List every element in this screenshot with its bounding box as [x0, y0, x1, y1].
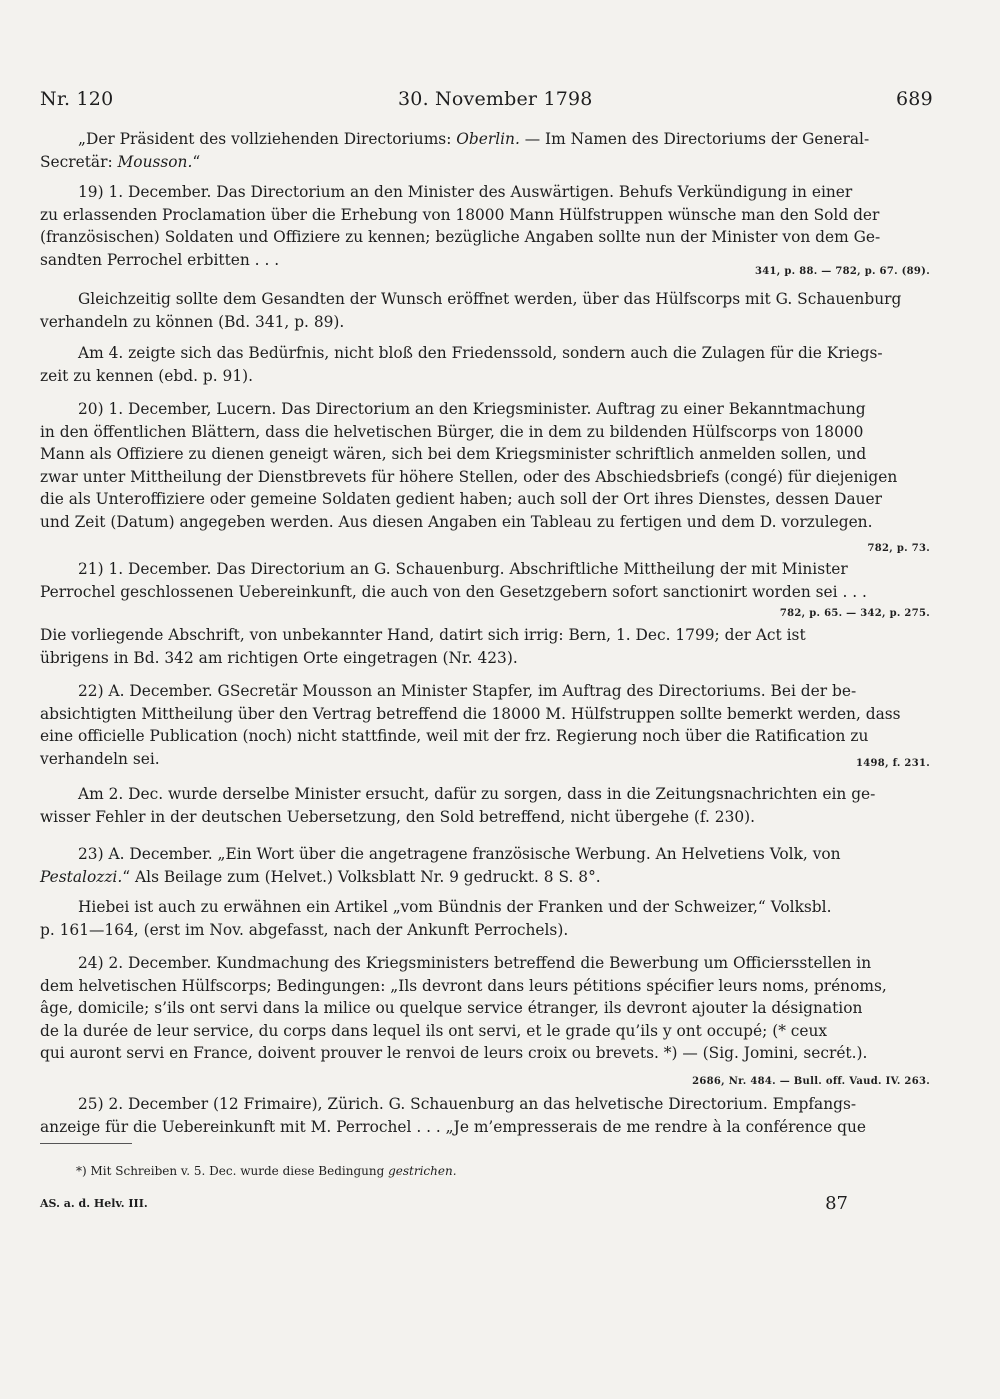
paragraph-19-note-1: Gleichzeitig sollte dem Gesandten der Wunsch eröffnet werden, über das Hülfscorps mit G. Schauenburg verhandeln zu können (Bd. 341, p. 89). [40, 290, 902, 331]
paragraph-23: 23) A. December. „Ein Wort über die angetragene französische Werbung. An Helvetiens Volk, von Pestalozzi.“ Als Beilage zum (Helvet.) Volksblatt Nr. 9 gedruckt. 8 S. 8°. [40, 845, 841, 886]
sheet-number: 87 [825, 1193, 848, 1214]
paragraph-19-note-2: Am 4. zeigte sich das Bedürfnis, nicht bloß den Friedenssold, sondern auch die Zulagen für die Kriegs- zeit zu kennen (ebd. p. 91). [40, 344, 883, 385]
header-center: 30. November 1798 [398, 88, 593, 110]
paragraph-23-note: Hiebei ist auch zu erwähnen ein Artikel „vom Bündnis der Franken und der Schweizer,“ Volksbl. p. 161—164, (erst im Nov. abgefasst, nach der Ankunft Perrochels). [40, 898, 832, 939]
paragraph-21-note: Die vorliegende Abschrift, von unbekannter Hand, datirt sich irrig: Bern, 1. Dec. 1799; der Act ist übrigens in Bd. 342 am richtigen Orte eingetragen (Nr. 423). [40, 626, 806, 667]
paragraph-24: 24) 2. December. Kundmachung des Kriegsministers betreffend die Bewerbung um Officiersstellen in dem helvetischen Hülfscorps; Bedingungen: „Ils devront dans leurs pétitions spécifier leurs noms, prénoms, âge, domicile; s’ils ont servi dans la milice ou quelque service étranger, ils devront ajouter la désignation de la durée de leur service, du corps dans lequel ils ont servi, et le grade qu’ils y ont occupé; (* ceux qui auront servi en France, doivent prouver le renvoi de leurs croix ou brevets. *) — (Sig. Jomini, secrét.). [40, 954, 887, 1062]
paragraph-22: 22) A. December. GSecretär Mousson an Minister Stapfer, im Auftrag des Directoriums. Bei der be- absichtigten Mittheilung über den Vertrag betreffend die 18000 M. Hülfstruppen sollte bemerkt werden, dass eine officielle Publication (noch) nicht stattfinde, weil mit der frz. Regierung noch über die Ratification zu verhandeln sei. [40, 682, 901, 768]
signature-mark: AS. a. d. Helv. III. [40, 1197, 148, 1210]
paragraph-19: 19) 1. December. Das Directorium an den Minister des Auswärtigen. Behufs Verkündigung in einer zu erlassenden Proclamation über die Erhebung von 18000 Mann Hülfstruppen wünsche man den Sold der (französischen) Soldaten und Offiziere zu kennen; bezügliche Angaben sollte nun der Minister von dem Ge- sandten Perrochel erbitten . . . [40, 183, 881, 269]
footnote: *) Mit Schreiben v. 5. Dec. wurde diese Bedingung gestrichen. [76, 1164, 457, 1178]
paragraph-1: „Der Präsident des vollziehenden Directoriums: Oberlin. — Im Namen des Directoriums der General- Secretär: Mousson.“ [40, 130, 870, 171]
header-left: Nr. 120 [40, 88, 114, 110]
header-page-number: 689 [896, 88, 933, 110]
footnote-divider [40, 1143, 132, 1144]
reference-24: 2686, Nr. 484. — Bull. off. Vaud. IV. 263. [692, 1076, 930, 1087]
paragraph-25: 25) 2. December (12 Frimaire), Zürich. G. Schauenburg an das helvetische Directorium. Empfangs- anzeige für die Uebereinkunft mit M. Perrochel . . . „Je m’empresserais de me rendre à la conférence que [40, 1095, 867, 1136]
reference-19: 341, p. 88. — 782, p. 67. (89). [755, 266, 930, 277]
reference-20: 782, p. 73. [867, 543, 930, 554]
reference-22: 1498, f. 231. [856, 758, 930, 769]
paragraph-20: 20) 1. December, Lucern. Das Directorium an den Kriegsminister. Auftrag zu einer Bekanntmachung in den öffentlichen Blättern, dass die helvetischen Bürger, die in dem zu bildenden Hülfscorps von 18000 Mann als Offiziere zu dienen geneigt wären, sich bei dem Kriegsminister schriftlich anmelden sollen, und zwar unter Mittheilung der Dienstbrevets für höhere Stellen, oder des Abschiedsbriefs (congé) für diejenigen die als Unteroffiziere oder gemeine Soldaten gedient haben; auch soll der Ort ihres Dienstes, dessen Dauer und Zeit (Datum) angegeben werden. Aus diesen Angaben ein Tableau zu fertigen und dem D. vorzulegen. [40, 400, 898, 531]
reference-21: 782, p. 65. — 342, p. 275. [779, 608, 930, 619]
paragraph-22-note: Am 2. Dec. wurde derselbe Minister ersucht, dafür zu sorgen, dass in die Zeitungsnachrichten ein ge- wisser Fehler in der deutschen Uebersetzung, den Sold betreffend, nicht übergehe (f. 230). [40, 785, 876, 826]
paragraph-21: 21) 1. December. Das Directorium an G. Schauenburg. Abschriftliche Mittheilung der mit Minister Perrochel geschlossenen Uebereinkunft, die auch von den Gesetzgebern sofort sanctionirt worden sei . . . [40, 560, 867, 601]
